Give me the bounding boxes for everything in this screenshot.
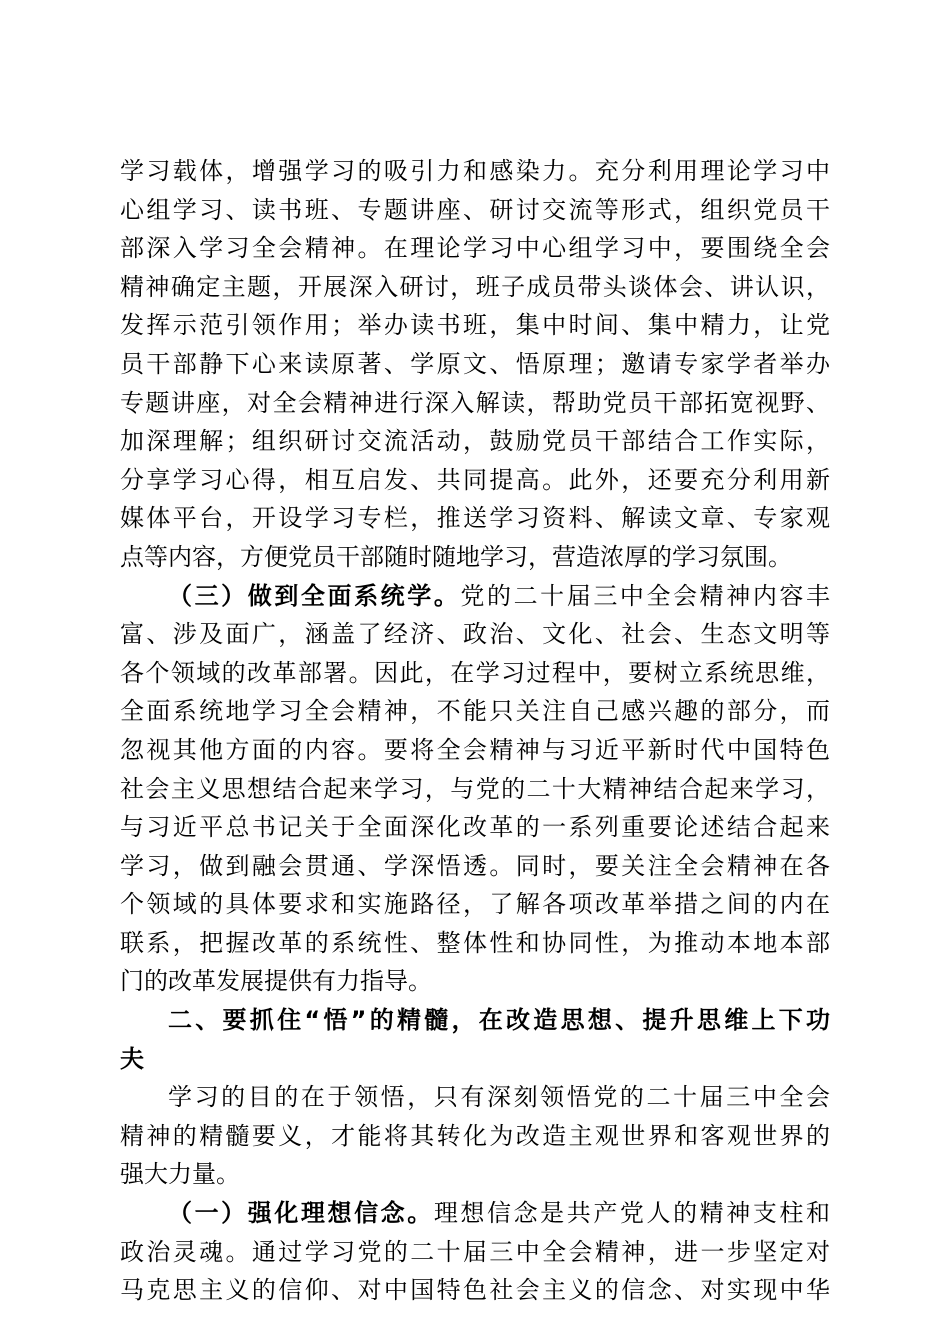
- paragraph-strengthen-ideals: [120, 1194, 830, 1310]
- text-line: 分享学习心得，相互启发、共同提高。此外，还要充分利用新: [120, 465, 830, 494]
- text-line: 社会主义思想结合起来学习，与党的二十大精神结合起来学习，: [120, 774, 830, 803]
- text-line: [120, 577, 830, 616]
- heading-line: 二、要抓住“悟”的精髓，在改造思想、提升思维上下功: [168, 1006, 830, 1035]
- heading-line: 夫: [120, 1044, 144, 1073]
- document-body: [120, 152, 830, 1310]
- text-line: 专题讲座，对全会精神进行深入解读，帮助党员干部拓宽视野、: [120, 388, 830, 417]
- text-line: 个领域的具体要求和实施路径，了解各项改革举措之间的内在: [120, 890, 830, 919]
- text-line: 发挥示范引领作用；举办读书班，集中时间、集中精力，让党: [120, 311, 830, 340]
- text-span: 党的二十届三中全会精神内容丰: [460, 581, 831, 610]
- text-line: 精神的精髓要义，才能将其转化为改造主观世界和客观世界的: [120, 1121, 830, 1150]
- text-line: 点等内容，方便党员干部随时随地学习，营造浓厚的学习氛围。: [120, 542, 792, 571]
- text-line: 员干部静下心来读原著、学原文、悟原理；邀请专家学者举办: [120, 349, 830, 378]
- text-line: [120, 1194, 830, 1233]
- text-line: 部深入学习全会精神。在理论学习中心组学习中，要围绕全会: [120, 234, 830, 263]
- text-line: 学习载体，增强学习的吸引力和感染力。充分利用理论学习中: [120, 157, 830, 185]
- text-line: 马克思主义的信仰、对中国特色社会主义的信念、对实现中华: [120, 1276, 830, 1305]
- paragraph-study-carriers: [120, 152, 830, 577]
- paragraph-purpose-of-study: [120, 1078, 830, 1194]
- text-line: 与习近平总书记关于全面深化改革的一系列重要论述结合起来: [120, 813, 830, 842]
- text-line: 加深理解；组织研讨交流活动，鼓励党员干部结合工作实际，: [120, 427, 830, 456]
- text-line: 政治灵魂。通过学习党的二十届三中全会精神，进一步坚定对: [120, 1237, 830, 1266]
- text-line: 精神确定主题，开展深入研讨，班子成员带头谈体会、讲认识，: [120, 272, 830, 301]
- text-line: 学习的目的在于领悟，只有深刻领悟党的二十届三中全会: [168, 1083, 830, 1112]
- section-heading: [120, 1001, 830, 1078]
- text-line: 门的改革发展提供有力指导。: [120, 967, 432, 996]
- text-span: 理想信念是共产党人的精神支柱和: [433, 1199, 831, 1228]
- text-line: 强大力量。: [120, 1160, 240, 1189]
- subsection-lead: （一）强化理想信念。: [168, 1198, 434, 1228]
- text-line: 媒体平台，开设学习专栏，推送学习资料、解读文章、专家观: [120, 504, 830, 533]
- text-line: 各个领域的改革部署。因此，在学习过程中，要树立系统思维，: [120, 658, 830, 687]
- text-line: 全面系统地学习全会精神，不能只关注自己感兴趣的部分，而: [120, 697, 830, 726]
- text-line: 学习，做到融会贯通、学深悟透。同时，要关注全会精神在各: [120, 851, 830, 880]
- text-line: 联系，把握改革的系统性、整体性和协同性，为推动本地本部: [120, 928, 830, 957]
- paragraph-comprehensive-study: [120, 577, 830, 1002]
- text-line: 心组学习、读书班、专题讲座、研讨交流等形式，组织党员干: [120, 195, 830, 224]
- text-line: 忽视其他方面的内容。要将全会精神与习近平新时代中国特色: [120, 735, 830, 764]
- subsection-lead: （三）做到全面系统学。: [168, 580, 461, 610]
- text-line: 富、涉及面广，涵盖了经济、政治、文化、社会、生态文明等: [120, 620, 830, 649]
